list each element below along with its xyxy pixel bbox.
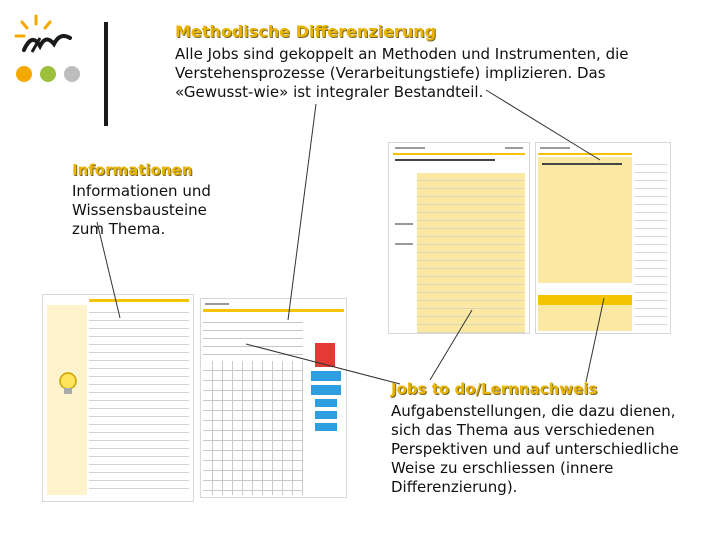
info-sheet-1 <box>42 294 194 502</box>
jobs-sheet-1 <box>388 142 530 334</box>
orange-dot-icon <box>16 66 32 82</box>
vertical-divider <box>104 22 108 126</box>
info-sheet-2 <box>200 298 347 498</box>
green-dot-icon <box>40 66 56 82</box>
grey-dot-icon <box>64 66 80 82</box>
informationen-text: Informationen und Wissensbausteine zum Thema. <box>72 182 211 238</box>
informationen-heading: Informationen <box>72 161 193 179</box>
sun-logo-icon <box>10 12 94 92</box>
jobs-heading: Jobs to do/Lernnachweis <box>391 380 598 398</box>
lightbulb-icon <box>57 371 79 397</box>
page-title: Methodische Differenzierung <box>175 22 437 41</box>
jobs-sheet-2 <box>535 142 671 334</box>
intro-text: Alle Jobs sind gekoppelt an Methoden und Instrumenten, die Verstehensprozesse (Verarbeitungstiefe) implizieren. Das «Gewusst-wie» ist integraler Bestandteil. <box>175 45 629 101</box>
info-card-icon <box>315 343 335 367</box>
jobs-text: Aufgabenstellungen, die dazu dienen, sich das Thema aus verschiedenen Perspektiven und auf unterschiedliche Weise zu erschliessen (innere Differenzierung). <box>391 402 679 496</box>
